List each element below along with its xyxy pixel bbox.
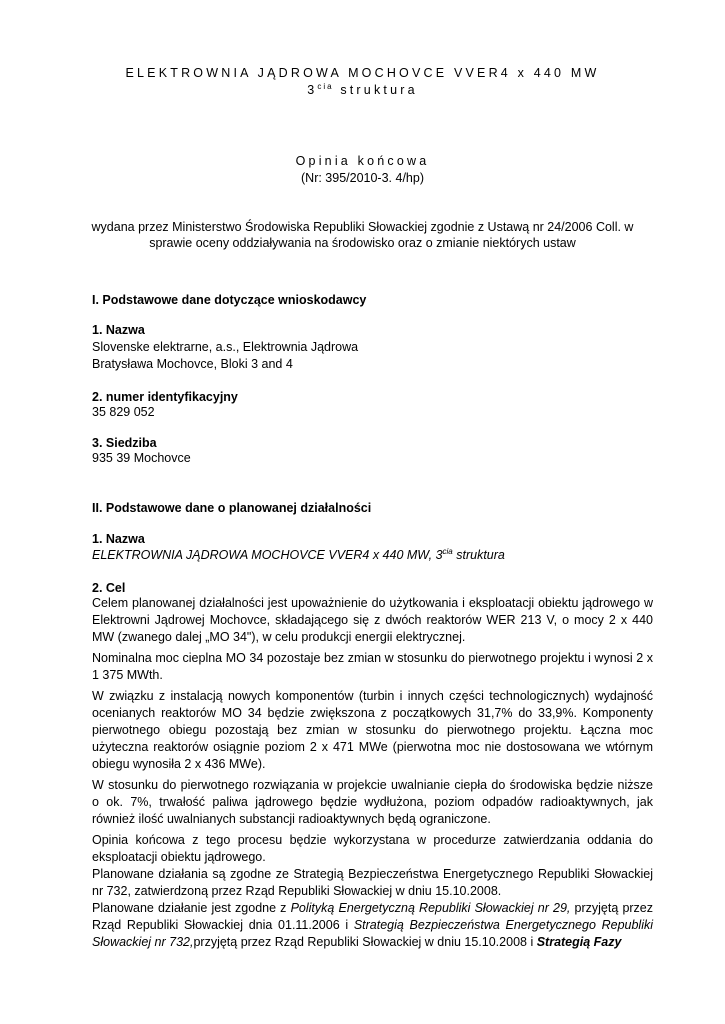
- section2-goal-label: 2. Cel: [92, 581, 126, 595]
- subtitle-rest: struktura: [333, 83, 418, 97]
- paragraph-environment: W stosunku do pierwotnego rozwiązania w projekcie uwalnianie ciepła do środowiska będzie niższe o ok. 7%, trwałość paliwa jądrowego będzie wydłużona, poziom odpadów radioaktywnych, jak również ilość uwalnianych substancji radioaktywnych będą ograniczone.: [92, 778, 653, 826]
- section2-name-superscript: cia: [442, 547, 453, 556]
- section1-id-value: 35 829 052: [92, 405, 155, 419]
- section1-name-label: 1. Nazwa: [92, 323, 145, 337]
- policy-text-a: Planowane działanie jest zgodne z: [92, 901, 291, 915]
- policy-text-e: przyjętą przez Rząd Republiki Słowackiej w dniu 15.10.2008 i: [193, 935, 537, 949]
- section2-name-value: [92, 547, 505, 563]
- paragraph-final-opinion-use: Opinia końcowa z tego procesu będzie wykorzystana w procedurze zatwierdzania oddania do eksploatacji obiektu jądrowego.: [92, 833, 653, 864]
- section2-name-rest: struktura: [452, 548, 505, 562]
- section1-seat-value: 935 39 Mochovce: [92, 451, 191, 465]
- section1-seat-label: 3. Siedziba: [92, 436, 157, 450]
- section2-name-main: ELEKTROWNIA JĄDROWA MOCHOVCE VVER4 x 440 MW, 3: [92, 548, 443, 562]
- policy-reference-security: Strategią Bezpieczeństwa Energetycznego Republiki Słowackiej nr 732,: [92, 918, 654, 949]
- policy-reference-energy: Polityką Energetyczną Republiki Słowackiej nr 29,: [290, 901, 571, 915]
- opinion-number: (Nr: 395/2010-3. 4/hp): [301, 171, 424, 185]
- document-subtitle: [0, 83, 725, 97]
- section2-heading: II. Podstawowe dane o planowanej działalności: [92, 501, 372, 515]
- subtitle-superscript: cia: [317, 82, 334, 91]
- section1-heading: I. Podstawowe dane dotyczące wnioskodawcy: [92, 293, 367, 307]
- section1-id-label: 2. numer identyfikacyjny: [92, 390, 238, 404]
- paragraph-thermal-power: Nominalna moc cieplna MO 34 pozostaje bez zmian w stosunku do pierwotnego projektu i wynosi 2 x 1 375 MWth.: [92, 651, 653, 682]
- paragraph-efficiency: W związku z instalacją nowych komponentów (turbin i innych części technologicznych) wydajność ocenianych reaktorów MO 34 będzie zwiększona z początkowych 31,7% do 33,9%. Komponenty pierwotnego obiegu pozostają bez zmian w stosunku do pierwotnego projektu. Łączna moc użyteczna reaktorów osiągnie poziom 2 x 471 MWe (pierwotna moc nie dostosowana we wtórnym obiegu wynosiła 2 x 436 MWe).: [92, 689, 653, 771]
- opinion-title: Opinia końcowa: [295, 154, 430, 168]
- document-title: ELEKTROWNIA JĄDROWA MOCHOVCE VVER4 x 440 MW: [125, 66, 600, 80]
- policy-text-c: przyjętą przez Rząd Republiki Słowackiej dnia 01.11.2006 i: [92, 901, 654, 932]
- paragraph-purpose: Celem planowanej działalności jest upoważnienie do użytkowania i eksploatacji obiektu jądrowego w Elektrowni Jądrowej Mochovce, składającego się z dwóch reaktorów WER 213 V, o mocy 2 x 440 MW (zwanego dalej „MO 34"), w celu produkcji energii elektrycznej.: [92, 596, 653, 644]
- policy-reference-phase: Strategią Fazy: [536, 935, 622, 949]
- section1-name-line1: Slovenske elektrarne, a.s., Elektrownia Jądrowa: [92, 340, 359, 354]
- section2-name-label: 1. Nazwa: [92, 532, 145, 546]
- subtitle-number: 3: [307, 83, 318, 97]
- goal-paragraphs: [92, 595, 653, 951]
- issued-by-text: wydana przez Ministerstwo Środowiska Republiki Słowackiej zgodnie z Ustawą nr 24/2006 Coll. w sprawie oceny oddziaływania na środowisko oraz o zmianie niektórych ustaw: [91, 220, 634, 250]
- paragraph-policy-compliance: [92, 900, 653, 951]
- section1-name-line2: Bratysława Mochovce, Bloki 3 and 4: [92, 357, 293, 371]
- paragraph-strategy-compliance: Planowane działania są zgodne ze Strategią Bezpieczeństwa Energetycznego Republiki Słowackiej nr 732, zatwierdzoną przez Rząd Republiki Słowackiej w dniu 15.10.2008.: [92, 867, 653, 898]
